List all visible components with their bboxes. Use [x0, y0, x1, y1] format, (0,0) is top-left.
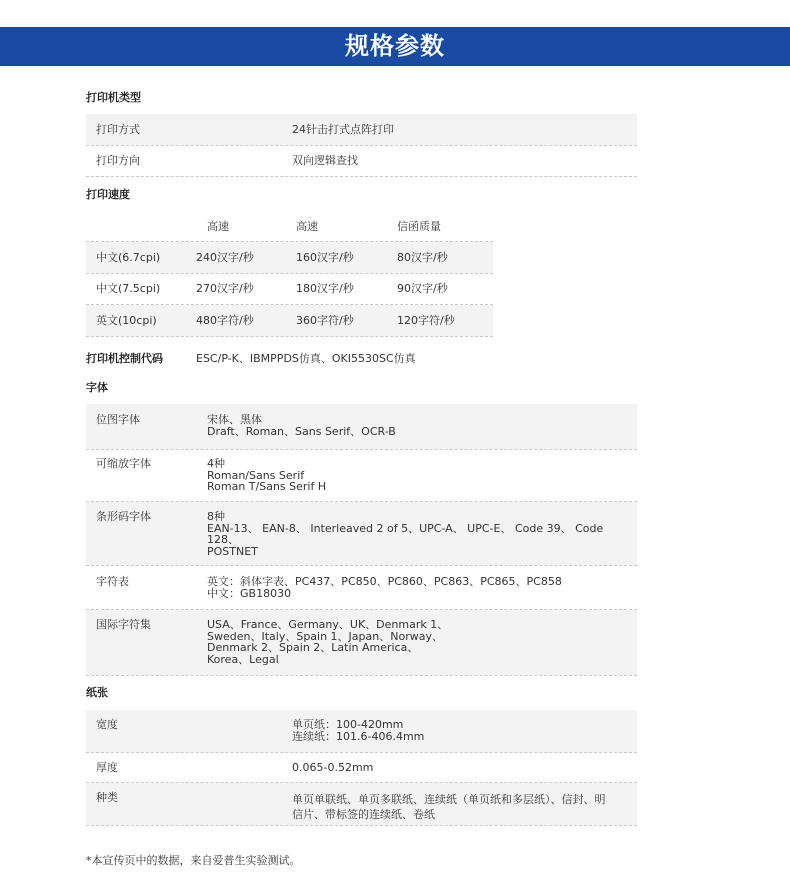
value-line: 单页纸：100-420mm — [292, 718, 404, 731]
font-value — [207, 511, 603, 557]
paper-label: 种类 — [96, 791, 118, 804]
speed-value: 90汉字/秒 — [397, 282, 448, 295]
section-heading-printer-type: 打印机类型 — [86, 91, 141, 104]
font-label: 可缩放字体 — [96, 457, 151, 470]
speed-row-label: 中文(6.7cpi) — [96, 251, 161, 264]
divider — [86, 145, 637, 146]
value-line: Draft、Roman、Sans Serif、OCR-B — [207, 424, 396, 438]
value-line: 4种 — [207, 457, 225, 470]
divider — [86, 336, 493, 337]
value-line: 信片、带标签的连续纸、卷纸 — [292, 808, 435, 821]
divider — [86, 449, 637, 450]
divider — [86, 565, 637, 566]
divider — [86, 752, 637, 753]
value-line: Roman T/Sans Serif H — [207, 480, 327, 493]
value-line: Roman/Sans Serif — [207, 468, 305, 482]
font-label: 条形码字体 — [96, 510, 151, 523]
speed-value: 160汉字/秒 — [296, 251, 354, 264]
spec-label: 打印方式 — [96, 123, 140, 136]
speed-row-label: 中文(7.5cpi) — [96, 282, 161, 295]
font-value — [207, 619, 448, 665]
value-line: 128、 — [207, 533, 239, 546]
speed-col-header: 高速 — [296, 220, 318, 233]
value-line: Sweden、Italy、Spain 1、Japan、Norway、 — [207, 629, 443, 643]
value-line: 宋体、黑体 — [207, 413, 262, 426]
speed-value: 480字符/秒 — [196, 314, 254, 327]
font-label: 国际字符集 — [96, 618, 151, 631]
divider — [86, 675, 637, 676]
control-code-value: ESC/P-K、IBMPPDS仿真、OKI5530SC仿真 — [196, 352, 416, 365]
speed-row-label: 英文(10cpi) — [96, 314, 157, 327]
value-line: 单页单联纸、单页多联纸、连续纸（单页纸和多层纸）、信封、明 — [292, 793, 606, 806]
paper-label: 厚度 — [96, 761, 118, 774]
spec-value: 24针击打式点阵打印 — [292, 123, 394, 136]
spec-label: 打印方向 — [96, 154, 140, 167]
value-line: 中文：GB18030 — [207, 586, 292, 600]
value-line: POSTNET — [207, 544, 258, 558]
speed-col-header: 高速 — [207, 220, 229, 233]
speed-col-header: 信函质量 — [397, 220, 441, 233]
font-value — [207, 414, 396, 437]
paper-label: 宽度 — [96, 718, 118, 731]
page-title: 规格参数 — [0, 27, 790, 66]
divider — [86, 176, 637, 177]
speed-value: 180汉字/秒 — [296, 282, 354, 295]
paper-value — [292, 792, 606, 822]
value-line: USA、France、Germany、UK、Denmark 1、 — [207, 618, 449, 631]
speed-value: 240汉字/秒 — [196, 251, 254, 264]
font-label: 字符表 — [96, 575, 129, 588]
section-heading-print-speed: 打印速度 — [86, 188, 130, 201]
section-heading-control-code: 打印机控制代码 — [86, 352, 163, 365]
value-line: 8种 — [207, 510, 225, 523]
value-line: EAN-13、 EAN-8、 Interleaved 2 of 5、UPC-A、 UPC-E、 Code 39、 Code — [207, 521, 604, 535]
speed-value: 360字符/秒 — [296, 314, 354, 327]
section-heading-fonts: 字体 — [86, 381, 108, 394]
speed-value: 270汉字/秒 — [196, 282, 254, 295]
font-value — [207, 458, 326, 493]
speed-value: 80汉字/秒 — [397, 251, 448, 264]
value-line: Denmark 2、Spain 2、Latin America、 — [207, 641, 419, 654]
value-line: Korea、Legal — [207, 652, 279, 666]
value-line: 连续纸：101.6-406.4mm — [292, 729, 425, 743]
speed-value: 120字符/秒 — [397, 314, 455, 327]
divider — [86, 273, 493, 274]
section-heading-paper: 纸张 — [86, 686, 108, 699]
font-value — [207, 576, 562, 599]
divider — [86, 825, 637, 826]
paper-value: 0.065-0.52mm — [292, 761, 374, 774]
font-label: 位图字体 — [96, 413, 140, 426]
value-line: 英文：斜体字表、PC437、PC850、PC860、PC863、PC865、PC858 — [207, 575, 562, 588]
paper-value — [292, 719, 424, 742]
footnote: *本宣传页中的数据，来自爱普生实验测试。 — [86, 854, 301, 867]
spec-value: 双向逻辑查找 — [292, 154, 358, 167]
